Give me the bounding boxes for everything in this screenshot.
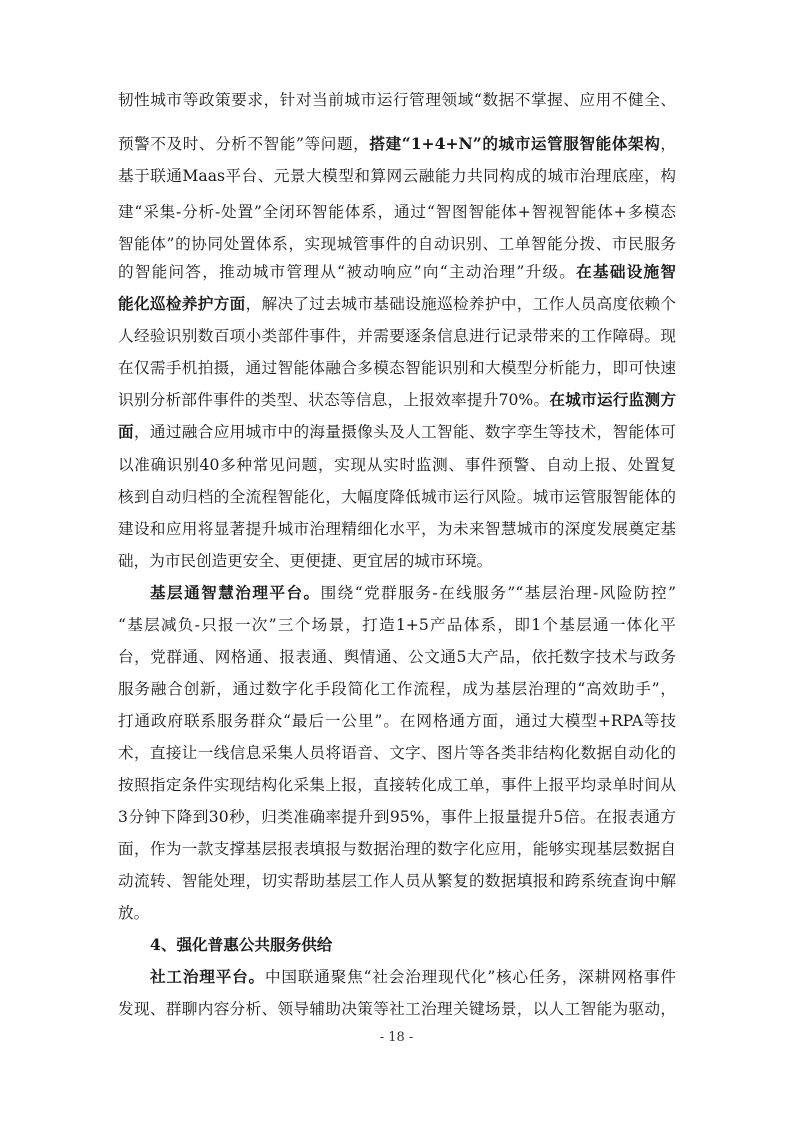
text-span: 建“采集-分析-处置”全闭环智能体系，通过“智图智能体+智视智能体+多模态 <box>118 203 676 221</box>
text-span: ， <box>660 135 676 153</box>
text-line <box>118 159 676 193</box>
text-line <box>118 896 676 930</box>
text-line <box>118 415 676 449</box>
text-line <box>118 383 676 417</box>
text-line <box>118 704 676 738</box>
text-line <box>118 512 676 546</box>
text-line <box>118 640 676 674</box>
text-span: ，解决了过去城市基础设施巡检养护中，工作人员高度依赖个 <box>245 295 676 313</box>
text-span: 智能体”的协同处置体系，实现城管事件的自动识别、工单智能分拨、市民服务 <box>118 235 676 253</box>
text-line <box>118 672 676 706</box>
bold-text-span: 能化巡检养护方面 <box>118 294 246 313</box>
bold-text-span: 面 <box>118 422 134 441</box>
text-span: 台，党群通、网格通、报表通、舆情通、公文通5大产品，依托数字技术与政务 <box>118 648 676 666</box>
text-span: 动流转、智能处理，切实帮助基层工作人员从繁复的数据填报和跨系统查询中解 <box>118 872 676 890</box>
text-line <box>118 768 676 802</box>
text-line <box>150 576 676 610</box>
text-span: 术，直接让一线信息采集人员将语音、文字、图片等各类非结构化数据自动化的 <box>118 744 676 762</box>
text-line <box>118 83 676 117</box>
text-span: 按照指定条件实现结构化采集上报，直接转化成工单，事件上报平均录单时间从 <box>118 776 676 794</box>
text-line <box>118 832 676 866</box>
text-span: 发现、群聊内容分析、领导辅助决策等社工治理关键场景，以人工智能为驱动， <box>118 1000 676 1018</box>
text-span: 韧性城市等政策要求，针对当前城市运行管理领域“数据不掌握、应用不健全、 <box>118 91 676 109</box>
text-line <box>118 287 676 321</box>
text-line <box>118 480 676 514</box>
bold-text-span: 搭建“1+4+N”的城市运管服智能体架构 <box>369 134 661 153</box>
text-span: 核到自动归档的全流程智能化，大幅度降低城市运行风险。城市运管服智能体的 <box>118 488 676 506</box>
text-span: 识别分析部件事件的类型、状态等信息，上报效率提升70%。 <box>118 391 550 409</box>
text-span: 预警不及时、分析不智能”等问题， <box>118 135 370 153</box>
text-line <box>118 608 676 642</box>
section-heading <box>150 928 676 962</box>
text-span: 打通政府联系服务群众“最后一公里”。在网格通方面，通过大模型+RPA等技 <box>118 712 676 730</box>
text-span: 面，作为一款支撑基层报表填报与数据治理的数字化应用，能够实现基层数据自 <box>118 840 676 858</box>
text-line <box>118 864 676 898</box>
text-span: ，通过融合应用城市中的海量摄像头及人工智能、数字孪生等技术，智能体可 <box>133 423 676 441</box>
text-span: 3分钟下降到30秒，归类准确率提升到95%，事件上报量提升5倍。在报表通方 <box>118 808 676 826</box>
text-line <box>118 319 676 353</box>
bold-text-span: 社工治理平台。 <box>150 967 265 986</box>
text-line <box>118 544 676 578</box>
text-line <box>118 800 676 834</box>
text-line <box>118 127 676 161</box>
text-span: “基层减负-只报一次”三个场景，打造1+5产品体系，即1个基层通一体化平 <box>118 616 676 634</box>
text-line <box>118 736 676 770</box>
text-line <box>118 255 676 289</box>
text-span: 放。 <box>118 904 150 922</box>
text-line <box>118 448 676 482</box>
text-span: 建设和应用将显著提升城市治理精细化水平，为未来智慧城市的深度发展奠定基 <box>118 520 676 538</box>
text-span: 人经验识别数百项小类部件事件，并需要逐条信息进行记录带来的工作障碍。现 <box>118 327 676 345</box>
bold-text-span: 在城市运行监测方 <box>549 390 676 409</box>
text-line <box>118 351 676 385</box>
text-span: 在仅需手机拍摄，通过智能体融合多模态智能识别和大模型分析能力，即可快速 <box>118 359 676 377</box>
text-span: 的智能问答，推动城市管理从“被动响应”向“主动治理”升级。 <box>118 263 577 281</box>
text-span: 围绕“党群服务-在线服务”“基层治理-风险防控” <box>320 584 676 602</box>
text-span: 以准确识别40多种常见问题，实现从实时监测、事件预警、自动上报、处置复 <box>118 456 676 474</box>
bold-text-span: 在基础设施智 <box>576 262 676 281</box>
text-line <box>118 992 676 1026</box>
bold-text-span: 基层通智慧治理平台。 <box>150 583 321 602</box>
text-span: 服务融合创新，通过数字化手段简化工作流程，成为基层治理的“高效助手”， <box>118 680 676 698</box>
page-number: - 18 - <box>379 1030 414 1045</box>
text-span: 中国联通聚焦“社会治理现代化”核心任务，深耕网格事件 <box>264 968 676 986</box>
text-line <box>150 960 676 994</box>
heading-text: 4、强化普惠公共服务供给 <box>150 935 333 954</box>
text-span: 础，为市民创造更安全、更便捷、更宜居的城市环境。 <box>118 552 493 570</box>
text-line <box>118 195 676 229</box>
text-span: 基于联通Maas平台、元景大模型和算网云融能力共同构成的城市治理底座，构 <box>118 167 676 185</box>
